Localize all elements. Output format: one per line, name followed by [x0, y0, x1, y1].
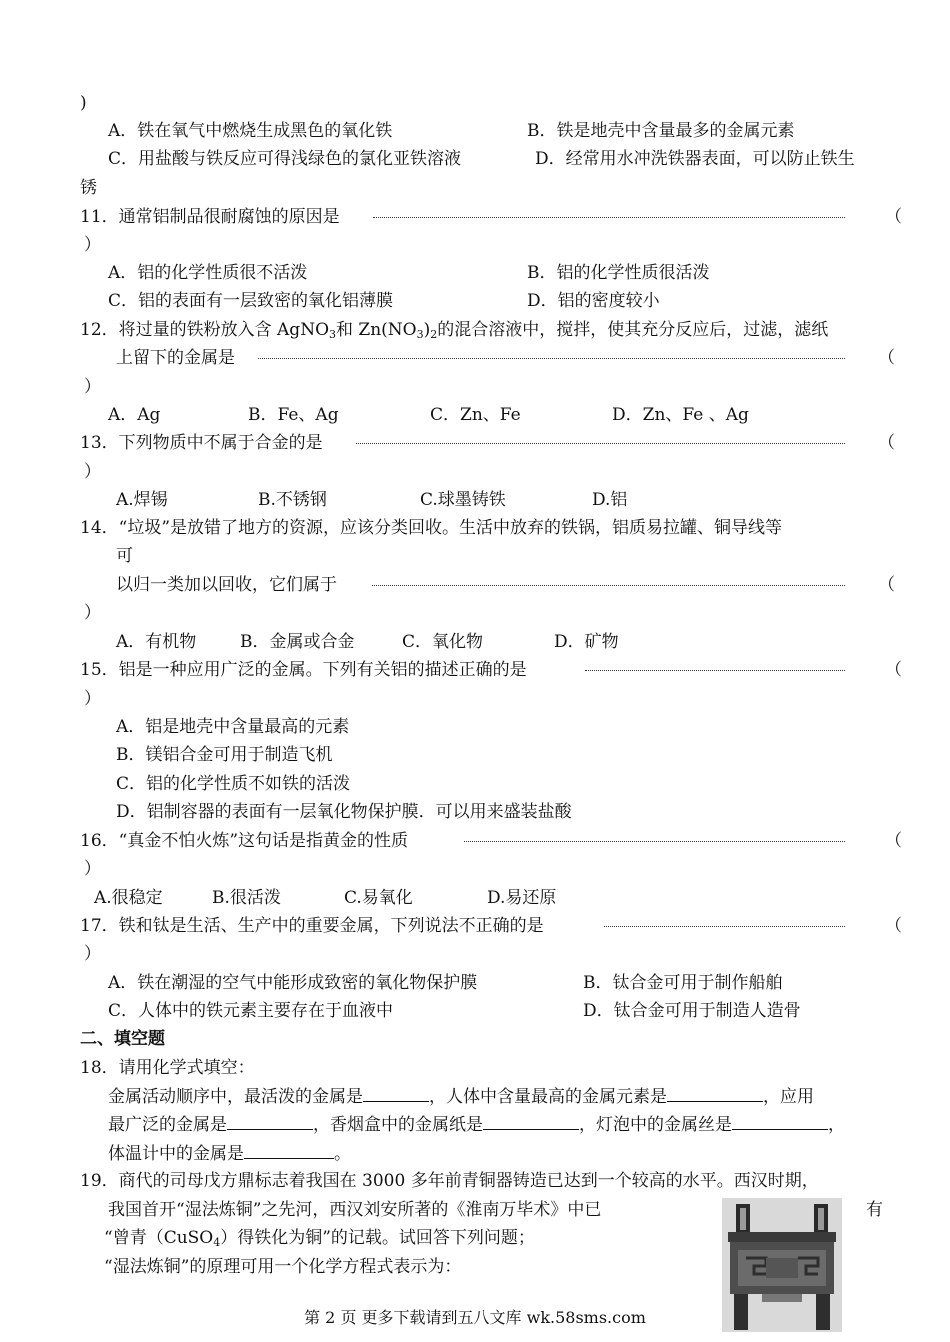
q16-stem: 16．“真金不怕火炼”这句话是指黄金的性质 [80, 831, 409, 851]
blank-thermometer-metal[interactable] [244, 1142, 334, 1159]
q15-option-c: C．铝的化学性质不如铁的活泼 [116, 774, 351, 794]
q16-paren-close: ） [84, 859, 101, 879]
q14-option-c: C．氧化物 [402, 632, 484, 652]
q17-paren-close: ） [84, 944, 101, 964]
q17-option-b: B．钛合金可用于制作船舶 [583, 973, 783, 993]
q13-option-b: B.不锈钢 [258, 490, 327, 510]
q18-l2d: ， [828, 1115, 845, 1135]
q11-option-b: B．铝的化学性质很活泼 [527, 263, 710, 283]
q14-paren-close: ） [84, 603, 101, 623]
q12-sub-b: 3 [416, 328, 424, 341]
q18-l1c: ，应用 [763, 1087, 814, 1107]
q19-l3-sub: 4 [213, 1236, 221, 1249]
q11-option-a: A．铝的化学性质很不活泼 [108, 263, 308, 283]
q12-stem-post: ) [423, 320, 431, 340]
q16-option-b: B.很活泼 [212, 888, 281, 908]
q15-option-a: A．铝是地壳中含量最高的元素 [116, 717, 350, 737]
q14-option-d: D．矿物 [554, 632, 619, 652]
q11-paren-close: ） [84, 235, 101, 255]
q13-paren-open: （ [878, 433, 895, 453]
blank-most-active-metal[interactable] [363, 1085, 429, 1102]
q19-line2: 我国首开“湿法炼铜”之先河，西汉刘安所著的《淮南万毕术》中已 [108, 1200, 602, 1220]
q18-l2a: 最广泛的金属是 [108, 1115, 227, 1135]
q12-stem-mid: 和 Zn(NO [336, 320, 417, 340]
q13-leader [356, 443, 845, 444]
q13-paren-close: ） [84, 462, 101, 482]
q12-sub-a: 3 [329, 328, 337, 341]
q15-paren-open: （ [885, 660, 902, 680]
q16-leader [464, 841, 845, 842]
blank-body-metal[interactable] [667, 1085, 763, 1102]
q18-line3 [108, 1142, 351, 1165]
q13-option-d: D.铝 [592, 490, 628, 510]
q19-line1: 19．商代的司母戊方鼎标志着我国在 3000 多年前青铜器铸造已达到一个较高的水平。西汉时期， [80, 1171, 819, 1191]
q14-stem-wrap: 可 [116, 546, 133, 566]
q18-l1b: ，人体中含量最高的金属元素是 [429, 1087, 667, 1107]
q12-stem [80, 319, 828, 346]
q11-leader [373, 217, 845, 218]
q14-leader [372, 585, 845, 586]
q15-option-d: D．铝制容器的表面有一层氧化物保护膜．可以用来盛装盐酸 [116, 802, 572, 822]
q12-leader [258, 358, 845, 359]
q18-l1a: 金属活动顺序中，最活泼的金属是 [108, 1087, 363, 1107]
q12-sub-c: 2 [430, 328, 438, 341]
q12-option-c: C．Zn、Fe [430, 405, 521, 425]
q17-option-c: C．人体中的铁元素主要存在于血液中 [108, 1001, 394, 1021]
q18-l2c: ，灯泡中的金属丝是 [579, 1115, 732, 1135]
q14-stem-line2: 以归一类加以回收，它们属于 [116, 575, 337, 595]
q12-option-d: D．Zn、Fe 、Ag [612, 405, 749, 425]
q12-stem-line2: 上留下的金属是 [116, 348, 235, 368]
q11-option-c: C．铝的表面有一层致密的氧化铝薄膜 [108, 291, 394, 311]
q18-stem: 18．请用化学式填空： [80, 1058, 255, 1078]
q18-l3a: 体温计中的金属是 [108, 1144, 244, 1164]
q10-option-b: B．铁是地壳中含量最多的金属元素 [527, 121, 795, 141]
q16-option-d: D.易还原 [487, 888, 557, 908]
q18-l3b: 。 [334, 1144, 351, 1164]
q13-stem: 13．下列物质中不属于合金的是 [80, 433, 323, 453]
q15-option-b: B．镁铝合金可用于制造飞机 [116, 745, 333, 765]
q11-stem: 11．通常铝制品很耐腐蚀的原因是 [80, 207, 340, 227]
blank-filament-metal[interactable] [732, 1113, 828, 1130]
q10-option-d: D．经常用水冲洗铁器表面，可以防止铁生 [535, 149, 855, 169]
q10-option-a: A．铁在氧气中燃烧生成黑色的氧化铁 [108, 121, 393, 141]
q12-stem-pre: 12．将过量的铁粉放入含 AgNO [80, 320, 330, 340]
q15-leader [585, 670, 845, 671]
q12-paren-close: ） [84, 377, 101, 397]
q11-option-d: D．铝的密度较小 [527, 291, 660, 311]
q19-line2-end: 有 [866, 1200, 883, 1220]
q14-stem: 14．“垃圾”是放错了地方的资源，应该分类回收。生活中放弃的铁锅，铝质易拉罐、铜导线等 [80, 518, 783, 538]
q16-option-c: C.易氧化 [344, 888, 413, 908]
section-title: 二、填空题 [80, 1029, 165, 1049]
q14-option-a: A．有机物 [116, 632, 197, 652]
q17-leader [604, 926, 845, 927]
q17-stem: 17．铁和钛是生活、生产中的重要金属，下列说法不正确的是 [80, 916, 544, 936]
q17-option-d: D．钛合金可用于制造人造骨 [583, 1001, 801, 1021]
page-footer: 第 2 页 更多下载请到五八文库 wk.58sms.com [304, 1308, 646, 1327]
q10-paren-close: ) [80, 93, 87, 113]
q12-paren-open: （ [878, 348, 895, 368]
q13-option-a: A.焊锡 [116, 490, 168, 510]
q14-option-b: B．金属或合金 [240, 632, 355, 652]
q15-stem: 15．铝是一种应用广泛的金属。下列有关铝的描述正确的是 [80, 660, 527, 680]
q18-line2 [108, 1113, 845, 1136]
q13-option-c: C.球墨铸铁 [420, 490, 506, 510]
blank-foil-metal[interactable] [483, 1113, 579, 1130]
q12-stem-end: 的混合溶液中，搅拌，使其充分反应后，过滤，滤纸 [437, 320, 829, 340]
q19-line4: “湿法炼铜”的原理可用一个化学方程式表示为： [104, 1257, 462, 1277]
q12-option-b: B．Fe、Ag [248, 405, 339, 425]
q17-option-a: A．铁在潮湿的空气中能形成致密的氧化物保护膜 [108, 973, 478, 993]
blank-most-used-metal[interactable] [227, 1113, 313, 1130]
q19-l3-pre: “曾青（CuSO [104, 1228, 214, 1248]
q14-paren-open: （ [878, 575, 895, 595]
q10-option-c: C．用盐酸与铁反应可得浅绿色的氯化亚铁溶液 [108, 149, 462, 169]
q16-option-a: A.很稳定 [94, 888, 163, 908]
q12-option-a: A．Ag [108, 405, 161, 425]
q18-l2b: ，香烟盒中的金属纸是 [313, 1115, 483, 1135]
q19-l3-post: ）得铁化为铜”的记载。试回答下列问题； [220, 1228, 535, 1248]
q17-paren-open: （ [885, 916, 902, 936]
q15-paren-close: ） [84, 689, 101, 709]
q18-line1 [108, 1085, 814, 1108]
q16-paren-open: （ [885, 831, 902, 851]
q10-option-d-wrap: 锈 [80, 178, 97, 198]
q19-line3 [104, 1227, 535, 1254]
q11-paren-open: （ [885, 207, 902, 227]
